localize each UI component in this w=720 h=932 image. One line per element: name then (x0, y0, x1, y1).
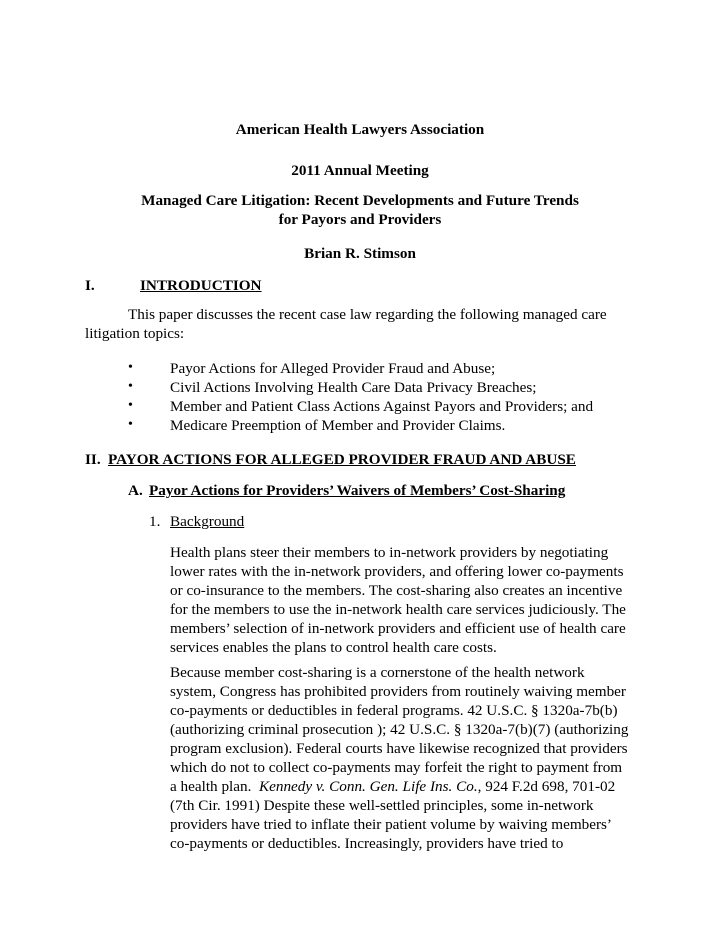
paragraph-line: for the members to use the in-network health care services judiciously. The (170, 601, 626, 618)
case-citation: Kennedy v. Conn. Gen. Life Ins. Co. (258, 778, 478, 795)
section-1-heading: INTRODUCTION (140, 277, 262, 294)
subsection-1-label: 1. (149, 513, 161, 530)
citation-suffix: , 924 F.2d 698, 701-02 (477, 778, 616, 795)
paragraph-line: co-payments or deductibles in federal programs. 42 U.S.C. § 1320a-7b(b) (170, 702, 618, 719)
paper-title-line-2: for Payors and Providers (278, 211, 442, 228)
paragraph-line: system, Congress has prohibited providers from routinely waiving member (170, 683, 626, 700)
bullet-icon: • (128, 379, 133, 394)
paragraph-line: (7th Cir. 1991) Despite these well-settled principles, some in-network (170, 797, 594, 814)
author: Brian R. Stimson (304, 245, 416, 262)
paragraph-line: Because member cost-sharing is a cornerstone of the health network (170, 664, 585, 681)
bullet-icon: • (128, 398, 133, 413)
paragraph-line: services enables the plans to control health care costs. (170, 639, 497, 656)
subsection-1-heading: Background (170, 513, 245, 530)
paper-title-line-1: Managed Care Litigation: Recent Developments and Future Trends (141, 192, 579, 209)
list-item: Payor Actions for Alleged Provider Fraud and Abuse; (170, 360, 496, 377)
paragraph-line: program exclusion). Federal courts have likewise recognized that providers (170, 740, 628, 757)
organization-title: American Health Lawyers Association (235, 121, 485, 138)
paragraph-line: which do not to collect co-payments may forfeit the right to payment from (170, 759, 623, 776)
list-item: Civil Actions Involving Health Care Data Privacy Breaches; (170, 379, 537, 396)
citation-prefix: a health plan. (170, 778, 259, 795)
intro-line-2: litigation topics: (85, 325, 185, 342)
paragraph-line: providers have tried to inflate their patient volume by waiving members’ (170, 816, 612, 833)
subsection-a-heading: Payor Actions for Providers’ Waivers of Members’ Cost-Sharing (149, 482, 566, 499)
paragraph-line: lower rates with the in-network providers, and offering lower co-payments (170, 563, 624, 580)
subsection-a-label: A. (128, 482, 143, 499)
paragraph-line: or co-insurance to the members. The cost-sharing also creates an incentive (170, 582, 623, 599)
paragraph-line: (authorizing criminal prosecution ); 42 U.S.C. § 1320a-7(b)(7) (authorizing (170, 721, 629, 738)
citation-line (170, 778, 615, 796)
intro-line-1: This paper discusses the recent case law regarding the following managed care (128, 306, 607, 323)
section-2-number: II. (85, 451, 101, 468)
meeting-title: 2011 Annual Meeting (291, 162, 429, 179)
section-1-number: I. (85, 277, 95, 294)
list-item: Member and Patient Class Actions Against Payors and Providers; and (170, 398, 594, 415)
bullet-icon: • (128, 360, 133, 375)
paragraph-line: Health plans steer their members to in-network providers by negotiating (170, 544, 609, 561)
section-2-heading: PAYOR ACTIONS FOR ALLEGED PROVIDER FRAUD AND ABUSE (108, 451, 576, 468)
paragraph-line: members’ selection of in-network providers and efficient use of health care (170, 620, 626, 637)
paragraph-line: co-payments or deductibles. Increasingly, providers have tried to (170, 835, 564, 852)
bullet-icon: • (128, 417, 133, 432)
list-item: Medicare Preemption of Member and Provider Claims. (170, 417, 506, 434)
